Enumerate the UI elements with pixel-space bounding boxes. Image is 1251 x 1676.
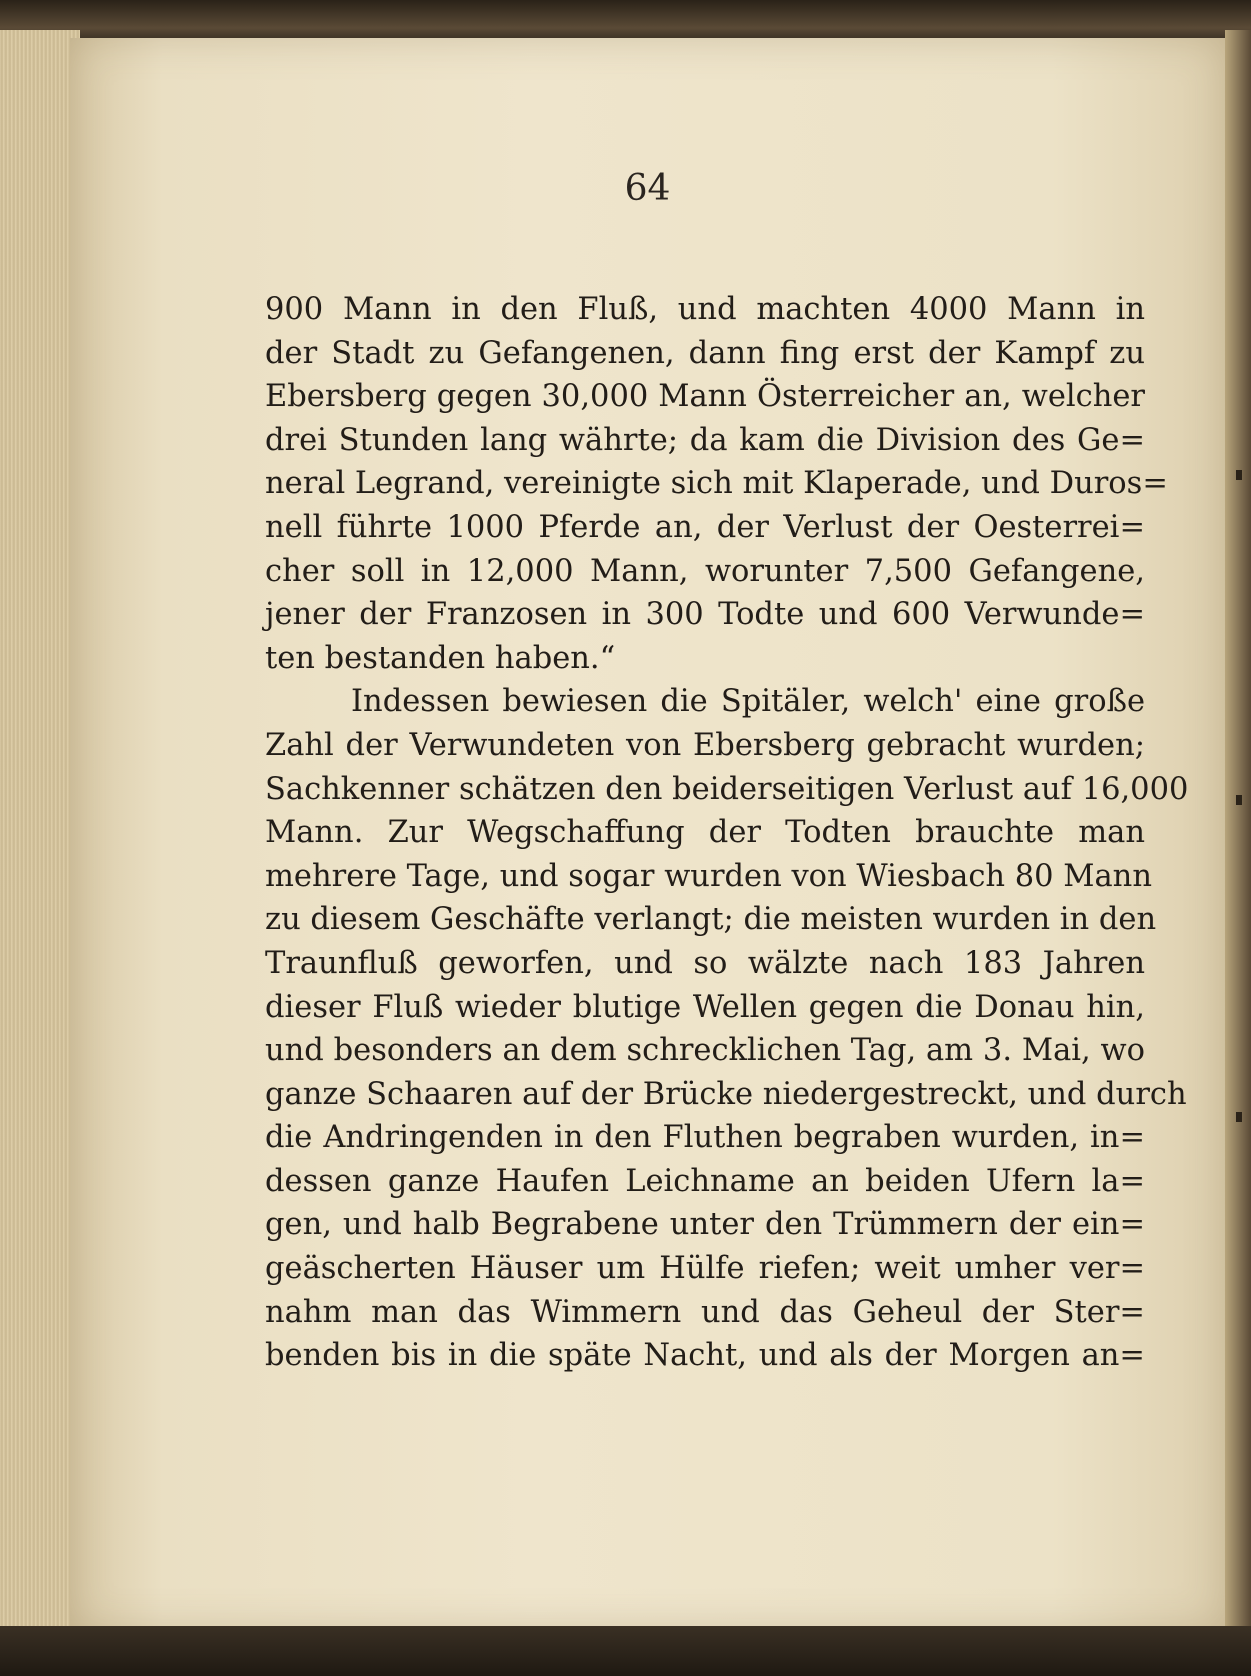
- text-line: geäscherten Häuser um Hülfe riefen; weit umher ver=: [265, 1251, 1145, 1287]
- text-line: benden bis in die späte Nacht, und als der Morgen an=: [265, 1338, 1145, 1374]
- text-line: ganze Schaaren auf der Brücke niedergestreckt, und durch: [265, 1076, 1187, 1112]
- text-line: und besonders an dem schrecklichen Tag, am 3. Mai, wo: [265, 1033, 1145, 1069]
- margin-mark: [1236, 470, 1242, 480]
- text-line: Zahl der Verwundeten von Ebersberg gebracht wurden;: [265, 727, 1145, 763]
- binding-bottom: [0, 1626, 1251, 1676]
- text-line: die Andringenden in den Fluthen begraben wurden, in=: [265, 1120, 1145, 1156]
- page-edge-right: [1225, 30, 1251, 1640]
- text-line: nahm man das Wimmern und das Geheul der Ster=: [265, 1294, 1145, 1330]
- text-line: cher soll in 12,000 Mann, worunter 7,500 Gefangene,: [265, 553, 1145, 589]
- text-line: mehrere Tage, und sogar wurden von Wiesbach 80 Mann: [265, 858, 1152, 894]
- text-line: gen, und halb Begrabene unter den Trümmern der ein=: [265, 1207, 1145, 1243]
- page-stack-left: [0, 30, 80, 1640]
- text-line: der Stadt zu Gefangenen, dann fing erst der Kampf zu: [265, 335, 1145, 371]
- text-line: Mann. Zur Wegschaffung der Todten brauchte man: [265, 815, 1145, 851]
- text-line: nell führte 1000 Pferde an, der Verlust der Oesterrei=: [265, 509, 1145, 545]
- text-line: dieser Fluß wieder blutige Wellen gegen die Donau hin,: [265, 989, 1145, 1025]
- margin-mark: [1236, 795, 1242, 805]
- margin-mark: [1236, 1112, 1242, 1122]
- text-line: 900 Mann in den Fluß, und machten 4000 Mann in: [265, 292, 1145, 327]
- text-line: ten bestanden haben.“: [265, 640, 616, 676]
- text-line: Ebersberg gegen 30,000 Mann Österreicher an, welcher: [265, 379, 1145, 415]
- text-line: drei Stunden lang währte; da kam die Division des Ge=: [265, 422, 1145, 458]
- binding-top: [0, 0, 1251, 40]
- text-line: dessen ganze Haufen Leichname an beiden Ufern la=: [265, 1163, 1145, 1199]
- text-line: Indessen bewiesen die Spitäler, welch' eine große: [351, 684, 1145, 720]
- page-number: 64: [624, 168, 671, 209]
- text-line: zu diesem Geschäfte verlangt; die meisten wurden in den: [265, 902, 1157, 938]
- text-line: Traunfluß geworfen, und so wälzte nach 183 Jahren: [265, 945, 1145, 981]
- body-text: [265, 288, 1189, 1378]
- text-line: jener der Franzosen in 300 Todte und 600 Verwunde=: [265, 597, 1145, 633]
- text-line: neral Legrand, vereinigte sich mit Klaperade, und Duros=: [265, 466, 1168, 502]
- text-line: Sachkenner schätzen den beiderseitigen Verlust auf 16,000: [265, 771, 1189, 807]
